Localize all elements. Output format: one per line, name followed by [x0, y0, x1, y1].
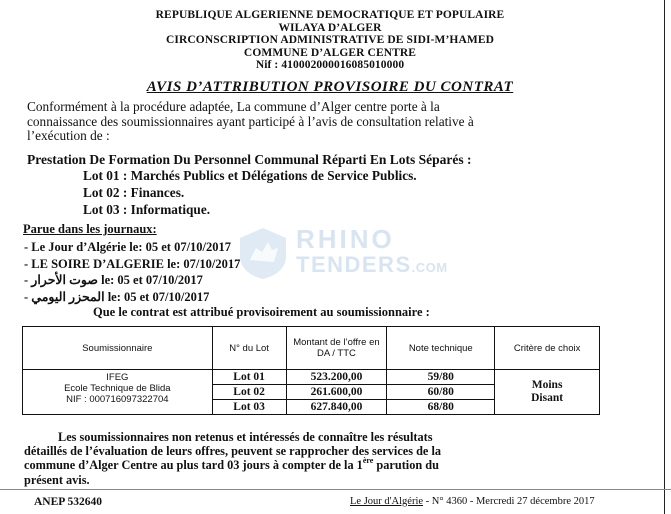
montant-cell: 261.600,00 [286, 385, 387, 400]
lot-cell: Lot 03 [212, 400, 286, 415]
intro-line: connaissance des soumissionnaires ayant participé à l’avis de consultation relative à [27, 113, 474, 129]
closing-text: parution du [373, 458, 439, 473]
journal-item: - صوت الأحرار le: 05 et 07/10/2017 [24, 273, 203, 287]
watermark-tenders: TENDERS [296, 252, 412, 277]
header-wilaya: WILAYA D’ALGER [278, 21, 382, 34]
table-row [23, 370, 600, 385]
lots-list [83, 167, 417, 218]
closing-line: présent avis. [24, 472, 90, 487]
journal-item: - Le Jour d’Algérie le: 05 et 07/10/2017 [24, 240, 232, 254]
column-header-note: Note technique [387, 327, 495, 370]
intro-line: l’exécution de : [27, 128, 110, 143]
soumissionnaire-nif: NIF : 000716097322704 [66, 394, 169, 405]
column-header-soumissionnaire: Soumissionnaire [23, 327, 213, 370]
critere-cell [495, 370, 600, 415]
montant-cell: 627.840,00 [286, 400, 387, 415]
attribution-statement: Que le contrat est attribué provisoirement au soumissionnaire : [93, 305, 430, 319]
watermark [236, 224, 486, 284]
notice-title: AVIS D’ATTRIBUTION PROVISOIRE DU CONTRAT [146, 79, 514, 95]
note-cell: 60/80 [387, 385, 495, 400]
table-header-row [23, 327, 600, 370]
journals-list [24, 239, 240, 305]
header-republic: REPUBLIQUE ALGERIENNE DEMOCRATIQUE ET POPULAIRE [155, 9, 505, 21]
column-header-lot: N° du Lot [212, 327, 286, 370]
footer-divider [0, 489, 671, 490]
closing-line: détaillés de l’évaluation de leurs offres, peuvent se rapprocher des services de la [24, 444, 442, 459]
journal-item: - LE SOIRE D’ALGERIE le: 07/10/2017 [24, 256, 241, 271]
closing-line [24, 458, 620, 472]
journal-issue: - N° 4360 - Mercredi 27 décembre 2017 [423, 496, 595, 507]
montant-cell: 523.200,00 [286, 370, 387, 385]
rhino-shield-icon [236, 226, 290, 280]
closing-paragraph [24, 430, 620, 487]
watermark-word: RHINO [296, 224, 395, 254]
superscript-ere: ère [362, 456, 374, 466]
lot-cell: Lot 01 [212, 370, 286, 385]
header-nif: Nif : 410002000016085010000 [255, 59, 405, 71]
closing-line: Les soumissionnaires non retenus et intéressés de connaître les résultats [58, 430, 433, 444]
critere-line: Moins [531, 379, 563, 391]
note-cell: 68/80 [387, 400, 495, 415]
lot-item: Lot 01 : Marchés Publics et Délégations de Service Publics. [83, 168, 417, 183]
journal-name: Le Jour d'Algérie [350, 496, 424, 507]
journal-item: - المحزر اليومي le: 05 et 07/10/2017 [24, 289, 210, 304]
intro-line: Conformément à la procédure adaptée, La commune d’Alger centre porte à la [27, 99, 440, 114]
soumissionnaire-cell [23, 370, 213, 415]
attribution-table [22, 326, 600, 415]
column-header-critere: Critère de choix [495, 327, 600, 370]
lot-item: Lot 02 : Finances. [83, 185, 185, 200]
prestation-title: Prestation De Formation Du Personnel Communal Réparti En Lots Séparés : [27, 152, 472, 167]
intro-paragraph [27, 100, 647, 144]
lot-item: Lot 03 : Informatique. [83, 202, 211, 217]
header-commune: COMMUNE D’ALGER CENTRE [243, 46, 417, 59]
anep-reference: ANEP 532640 [34, 496, 103, 508]
column-header-montant: Montant de l’offre en DA / TTC [286, 327, 387, 370]
journals-heading: Parue dans les journaux: [23, 222, 157, 236]
closing-text: commune d’Alger Centre au plus tard 03 jours à compter de la 1 [24, 458, 363, 473]
watermark-word [296, 252, 448, 278]
lot-cell: Lot 02 [212, 385, 286, 400]
watermark-suffix: .COM [411, 260, 448, 275]
note-cell: 59/80 [387, 370, 495, 385]
header-circonscription: CIRCONSCRIPTION ADMINISTRATIVE DE SIDI-M’HAMED [165, 34, 494, 46]
document-header [0, 9, 660, 72]
critere-line: Disant [531, 392, 564, 404]
journal-footer [350, 496, 595, 507]
soumissionnaire-school: Ecole Technique de Blida [64, 383, 171, 394]
page-edge [664, 0, 665, 514]
soumissionnaire-name: IFEG [106, 372, 129, 383]
